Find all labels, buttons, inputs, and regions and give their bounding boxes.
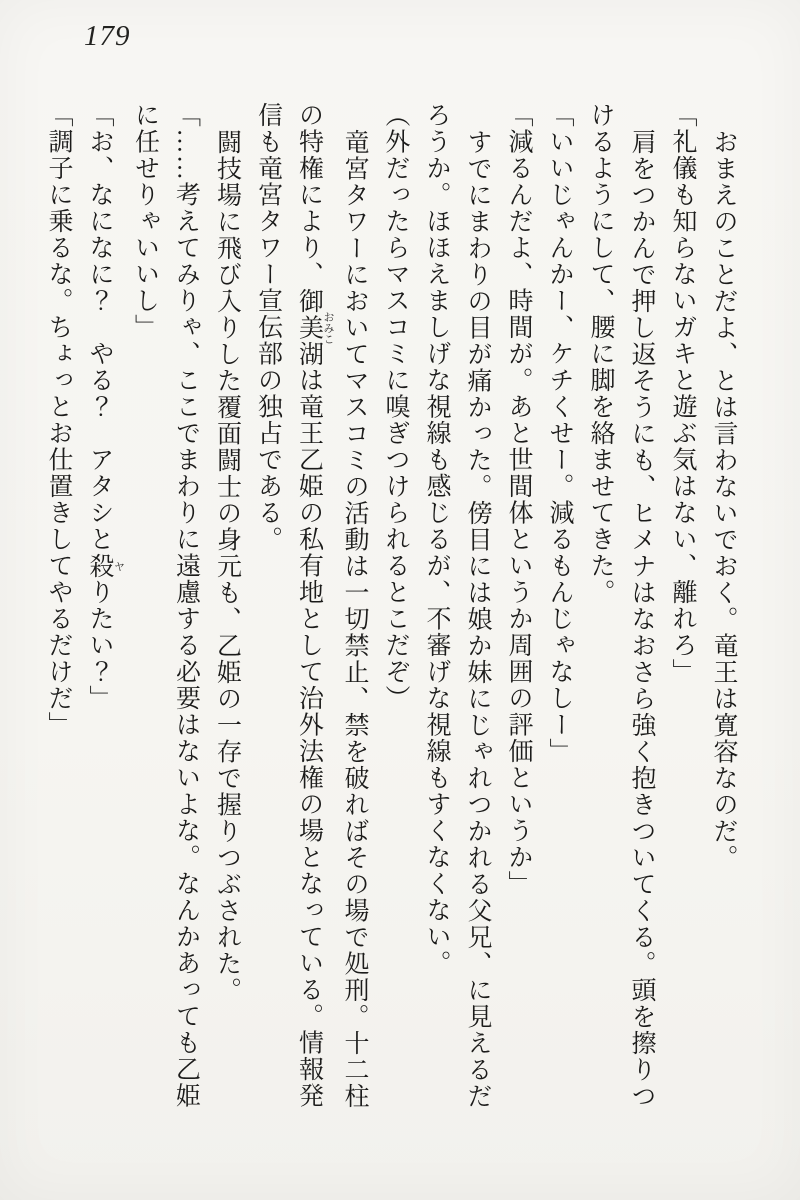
- text-column: ろうか。ほほえましげな視線も感じるが、不審げな視線もすくなくない。: [423, 102, 450, 977]
- text-area: [38, 102, 744, 1137]
- text-column: 「……考えてみりゃ、ここでまわりに遠慮する必要はないよな。なんかあっても乙姫: [172, 102, 200, 1109]
- text-column: おまえのことだよ、とは言わないでおく。竜王は寛容なのだ。: [710, 129, 737, 871]
- text-column: すでにまわりの目が痛かった。傍目には娘か妹にじゃれつかれる父兄、に見えるだ: [464, 129, 491, 1110]
- text-column: に任せりゃいいし」: [131, 102, 159, 341]
- text-column: 信も竜宮タワー宣伝部の独占である。: [254, 102, 282, 553]
- text-column: 「お、なになに？ やる？ アタシと殺 ヤりたい？」: [86, 102, 125, 712]
- text-column: 「調子に乗るな。ちょっとお仕置きしてやるだけだ」: [45, 102, 72, 738]
- text-column: （外だったらマスコミに嗅ぎつけられるとこだぞ）: [382, 102, 409, 712]
- text-column: 竜宮タワーにおいてマスコミの活動は一切禁止、禁を破ればその場で処刑。十二柱: [341, 129, 368, 1110]
- text-column: けるようにして、腰に脚を絡ませてきた。: [587, 102, 614, 606]
- text-column: 「減るんだよ、時間が。あと世間体というか周囲の評価というか」: [505, 102, 532, 897]
- text-column: 闘技場に飛び入りした覆面闘士の身元も、乙姫の一存で握りつぶされた。: [213, 129, 241, 1004]
- furigana-ruby: 殺 ヤ: [86, 552, 125, 579]
- text-column: の特権により、御美湖 おみこは竜王乙姫の私有地として治外法権の場となっている。情報発: [295, 102, 334, 1109]
- furigana-ruby: 御美湖 おみこ: [295, 287, 334, 367]
- text-column: 肩をつかんで押し返そうにも、ヒメナはなおさら強く抱きついてくる。頭を擦りつ: [628, 129, 655, 1110]
- page-number: 179: [84, 20, 131, 52]
- text-column: 「礼儀も知らないガキと遊ぶ気はない、離れろ」: [669, 102, 696, 685]
- text-column: 「いいじゃんかー、ケチくせー。減るもんじゃなしー」: [546, 102, 573, 765]
